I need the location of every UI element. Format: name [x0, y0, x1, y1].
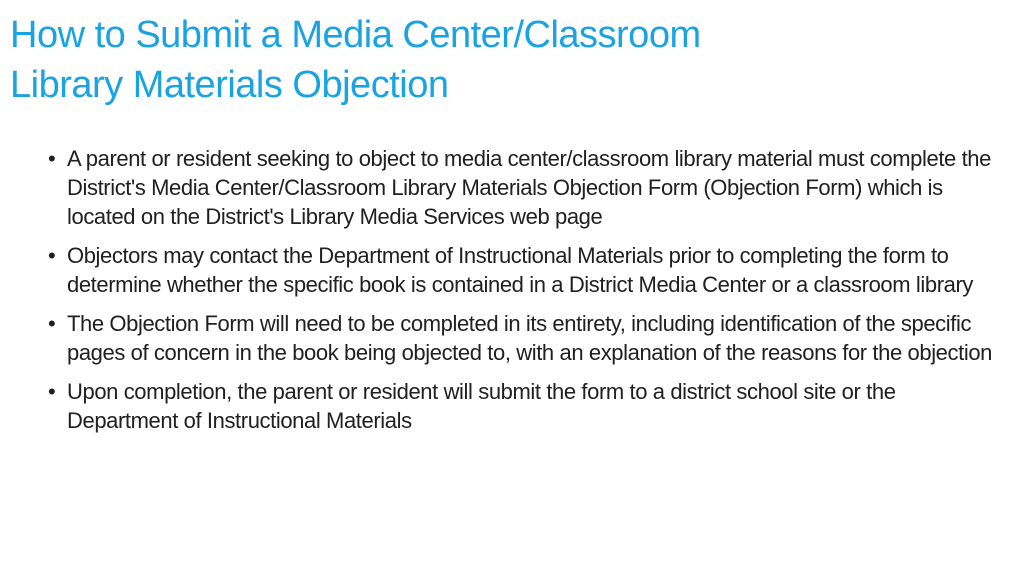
bullet-item	[48, 241, 1004, 299]
bullet-list	[10, 144, 1004, 435]
bullet-dot-icon: •	[48, 379, 56, 404]
slide-title-line-2: Library Materials Objection	[10, 64, 449, 106]
bullet-text: A parent or resident seeking to object to media center/classroom library material must complete the District's Media Center/Classroom Library Materials Objection Form (Objection Form) which is located on the District's Library Media Services web page	[67, 146, 991, 229]
bullet-dot-icon: •	[48, 243, 56, 268]
bullet-dot-icon: •	[48, 146, 56, 171]
slide-title	[10, 10, 910, 110]
bullet-item	[48, 144, 1004, 231]
bullet-text: Upon completion, the parent or resident will submit the form to a district school site or the Department of Instructional Materials	[67, 379, 896, 433]
bullet-text: Objectors may contact the Department of Instructional Materials prior to completing the form to determine whether the specific book is contained in a District Media Center or a classroom library	[67, 243, 973, 297]
bullet-dot-icon: •	[48, 311, 56, 336]
bullet-item	[48, 377, 1004, 435]
slide-title-line-1: How to Submit a Media Center/Classroom	[10, 14, 701, 56]
bullet-item	[48, 309, 1004, 367]
bullet-text: The Objection Form will need to be completed in its entirety, including identification of the specific pages of concern in the book being objected to, with an explanation of the reasons for the objection	[67, 311, 992, 365]
